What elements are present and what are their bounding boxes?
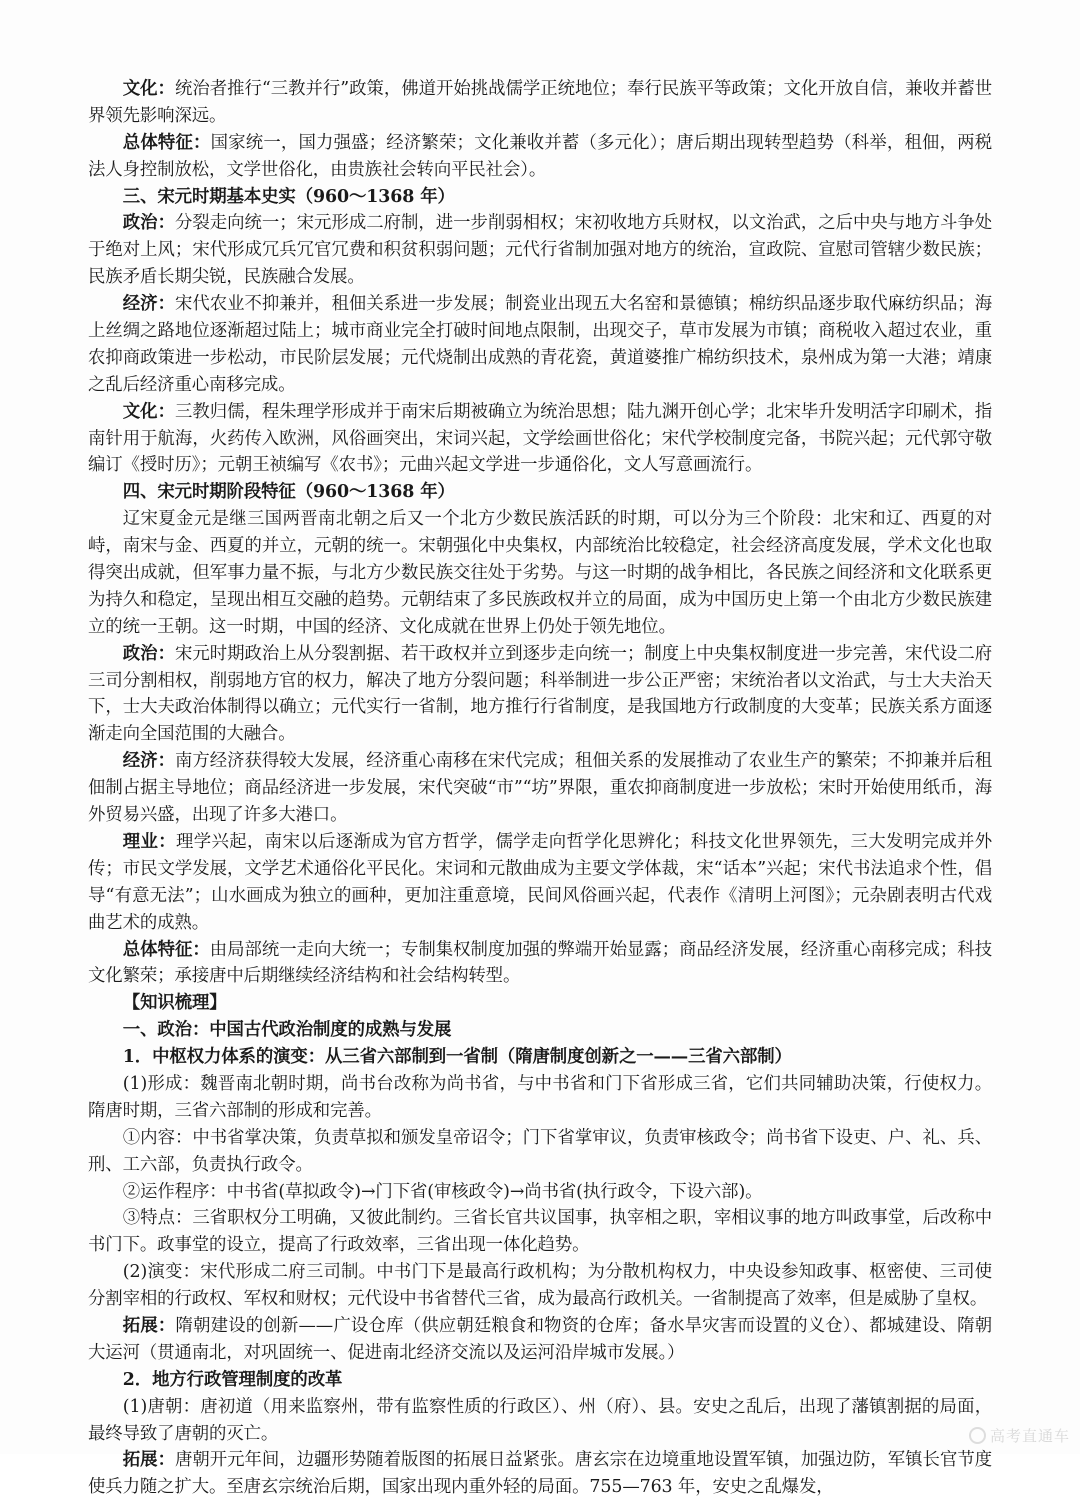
paragraph-9-label: 政治： bbox=[122, 643, 175, 664]
paragraph-24 bbox=[88, 1447, 992, 1501]
heading-central-power-evolution: 1．中枢权力体系的演变：从三省六部制到一省制（隋唐制度创新之一——三省六部制） bbox=[122, 1047, 792, 1068]
paragraph-2 bbox=[88, 130, 992, 184]
paragraph-9-text: 宋元时期政治上从分裂割据、若干政权并立到逐步走向统一；制度上中央集权制度进一步完善，宋代设二府三司分割相权，削弱地方官的权力，解决了地方分裂问题；科举制进一步公正严密；宋统治者以文治武，与士大夫治天下，士大夫政治体制得以确立；元代实行一省制，地方推行行省制度，是我国地方行政制度的大变革；民族关系方面逐渐走向全国范围的大融合。 bbox=[88, 643, 993, 745]
paragraph-17: ①内容：中书省掌决策，负责草拟和颁发皇帝诏令；门下省掌审议，负责审核政令；尚书省下设吏、户、礼、兵、刑、工六部，负责执行政令。 bbox=[88, 1127, 992, 1175]
paragraph-21-text: 隋朝建设的创新——广设仓库（供应朝廷粮食和物资的仓库；备水旱灾害而设置的义仓）、都城建设、隋朝大运河（贯通南北，对巩固统一、促进南北经济交流以及运河沿岸城市发展。） bbox=[88, 1315, 993, 1363]
paragraph-4-text: 分裂走向统一；宋元形成二府制，进一步削弱相权；宋初收地方兵财权，以文治武，之后中央与地方斗争处于绝对上风；宋代形成冗兵冗官冗费和积贫积弱问题；元代行省制加强对地方的统治，宣政院、宣慰司管辖少数民族；民族矛盾长期尖锐，民族融合发展。 bbox=[88, 213, 993, 288]
paragraph-24-label: 拓展： bbox=[122, 1450, 175, 1471]
paragraph-4-label: 政治： bbox=[122, 213, 175, 234]
paragraph-23: (1)唐朝：唐初道（用来监察州，带有监察性质的行政区）、州（府）、县。安史之乱后，出现了藩镇割据的局面，最终导致了唐朝的灭亡。 bbox=[88, 1396, 992, 1444]
paragraph-8: 辽宋夏金元是继三国两晋南北朝之后又一个北方少数民族活跃的时期，可以分为三个阶段：北宋和辽、西夏的对峙，南宋与金、西夏的并立，元朝的统一。宋朝强化中央集权，内部统治比较稳定，社会经济高度发展，学术文化也取得突出成就，但军事力量不振，与北方少数民族交往处于劣势。与这一时期的战争相比，各民族之间经济和文化联系更为持久和稳定，呈现出相互交融的趋势。元朝结束了多民族政权并立的局面，成为中国历史上第一个由北方少数民族建立的统一王朝。这一时期，中国的经济、文化成就在世界上仍处于领先地位。 bbox=[88, 509, 992, 637]
watermark-text: 高考直通车 bbox=[989, 1428, 1070, 1445]
paragraph-20: (2)演变：宋代形成二府三司制。中书门下是最高行政机构；为分散机构权力，中央设参知政事、枢密使、三司使分割宰相的行政权、军权和财权；元代设中书省替代三省，成为最高行政机关。一省制提高了效率，但是威胁了皇权。 bbox=[88, 1262, 992, 1310]
paragraph-10-label: 经济： bbox=[122, 751, 175, 772]
paragraph-4 bbox=[88, 210, 992, 291]
paragraph-2-text: 国家统一，国力强盛；经济繁荣；文化兼收并蓄（多元化）；唐后期出现转型趋势（科举，租佃，两税法人身控制放松，文学世俗化，由贵族社会转向平民社会）。 bbox=[88, 132, 992, 180]
paragraph-24-text: 唐朝开元年间，边疆形势随着版图的拓展日益紧张。唐玄宗在边境重地设置军镇，加强边防，军镇长官节度使兵力随之扩大。至唐玄宗统治后期，国家出现内重外轻的局面。755—763 年，安史之乱爆发， bbox=[88, 1450, 993, 1498]
paragraph-6-text: 三教归儒，程朱理学形成并于南宋后期被确立为统治思想；陆九渊开创心学；北宋毕升发明活字印刷术，指南针用于航海，火药传入欧洲，风俗画突出，宋词兴起，文学绘画世俗化；宋代学校制度完备，书院兴起；元代郭守敬编订《授时历》；元朝王祯编写《农书》；元曲兴起文学进一步通俗化，文人写意画流行。 bbox=[88, 401, 993, 476]
paragraph-10-text: 南方经济获得较大发展，经济重心南移在宋代完成；租佃关系的发展推动了农业生产的繁荣；不抑兼并后租佃制占据主导地位；商品经济进一步发展，宋代突破“市”“坊”界限，重农抑商制度进一步放松；宋时开始使用纸币，海外贸易兴盛，出现了许多大港口。 bbox=[88, 751, 993, 826]
heading-knowledge-review: 【知识梳理】 bbox=[122, 993, 227, 1014]
paragraph-11-text: 理学兴起，南宋以后逐渐成为官方哲学，儒学走向哲学化思辨化；科技文化世界领先，三大发明完成并外传；市民文学发展，文学艺术通俗化平民化。宋词和元散曲成为主要文学体裁，宋“话本”兴起；宋代书法追求个性，倡导“有意无法”；山水画成为独立的画种，更加注重意境，民间风俗画兴起，代表作《清明上河图》；元杂剧表明古代戏曲艺术的成熟。 bbox=[88, 831, 993, 933]
paragraph-12-text: 由局部统一走向大统一；专制集权制度加强的弊端开始显露；商品经济发展，经济重心南移完成；科技文化繁荣；承接唐中后期继续经济结构和社会结构转型。 bbox=[88, 939, 992, 987]
paragraph-6 bbox=[88, 399, 992, 480]
paragraph-12 bbox=[88, 937, 992, 991]
watermark-logo-icon bbox=[969, 1427, 986, 1444]
paragraph-18: ②运作程序：中书省(草拟政令)→门下省(审核政令)→尚书省(执行政令，下设六部)。 bbox=[122, 1181, 763, 1202]
heading-song-yuan-stage: 四、宋元时期阶段特征（960～1368 年） bbox=[122, 482, 455, 503]
heading-local-admin-reform: 2．地方行政管理制度的改革 bbox=[122, 1369, 343, 1390]
document-body bbox=[88, 76, 992, 1501]
paragraph-21 bbox=[88, 1313, 992, 1367]
paragraph-2-label: 总体特征： bbox=[122, 132, 211, 153]
paragraph-1-text: 统治者推行“三教并行”政策，佛道开始挑战儒学正统地位；奉行民族平等政策；文化开放自信，兼收并蓄世界领先影响深远。 bbox=[88, 79, 992, 126]
paragraph-5 bbox=[88, 291, 992, 399]
watermark bbox=[969, 1425, 1070, 1446]
paragraph-16: (1)形成：魏晋南北朝时期，尚书台改称为尚书省，与中书省和门下省形成三省，它们共同辅助决策，行使权力。隋唐时期，三省六部制的形成和完善。 bbox=[88, 1073, 992, 1121]
paragraph-11 bbox=[88, 829, 992, 937]
paragraph-21-label: 拓展： bbox=[122, 1315, 176, 1336]
paragraph-6-label: 文化： bbox=[122, 401, 175, 422]
paragraph-12-label: 总体特征： bbox=[122, 939, 210, 960]
heading-song-yuan-facts: 三、宋元时期基本史实（960～1368 年） bbox=[122, 186, 455, 207]
paragraph-1-label: 文化： bbox=[122, 79, 175, 99]
paragraph-1 bbox=[88, 76, 992, 130]
heading-politics-section: 一、政治：中国古代政治制度的成熟与发展 bbox=[122, 1020, 452, 1041]
paragraph-19: ③特点：三省职权分工明确，又彼此制约。三省长官共议国事，执宰相之职，宰相议事的地方叫政事堂，后改称中书门下。政事堂的设立，提高了行政效率，三省出现一体化趋势。 bbox=[88, 1208, 992, 1256]
paragraph-9 bbox=[88, 641, 992, 749]
paragraph-10 bbox=[88, 748, 992, 829]
paragraph-11-label: 理业： bbox=[122, 831, 177, 852]
paragraph-5-text: 宋代农业不抑兼并，租佃关系进一步发展；制瓷业出现五大名窑和景德镇；棉纺织品逐步取代麻纺织品；海上丝绸之路地位逐渐超过陆上；城市商业完全打破时间地点限制，出现交子，草市发展为市镇；商税收入超过农业，重农抑商政策进一步松动，市民阶层发展；元代烧制出成熟的青花瓷，黄道婆推广棉纺织技术，泉州成为第一大港；靖康之乱后经济重心南移完成。 bbox=[88, 294, 993, 395]
paragraph-5-label: 经济： bbox=[122, 294, 175, 315]
